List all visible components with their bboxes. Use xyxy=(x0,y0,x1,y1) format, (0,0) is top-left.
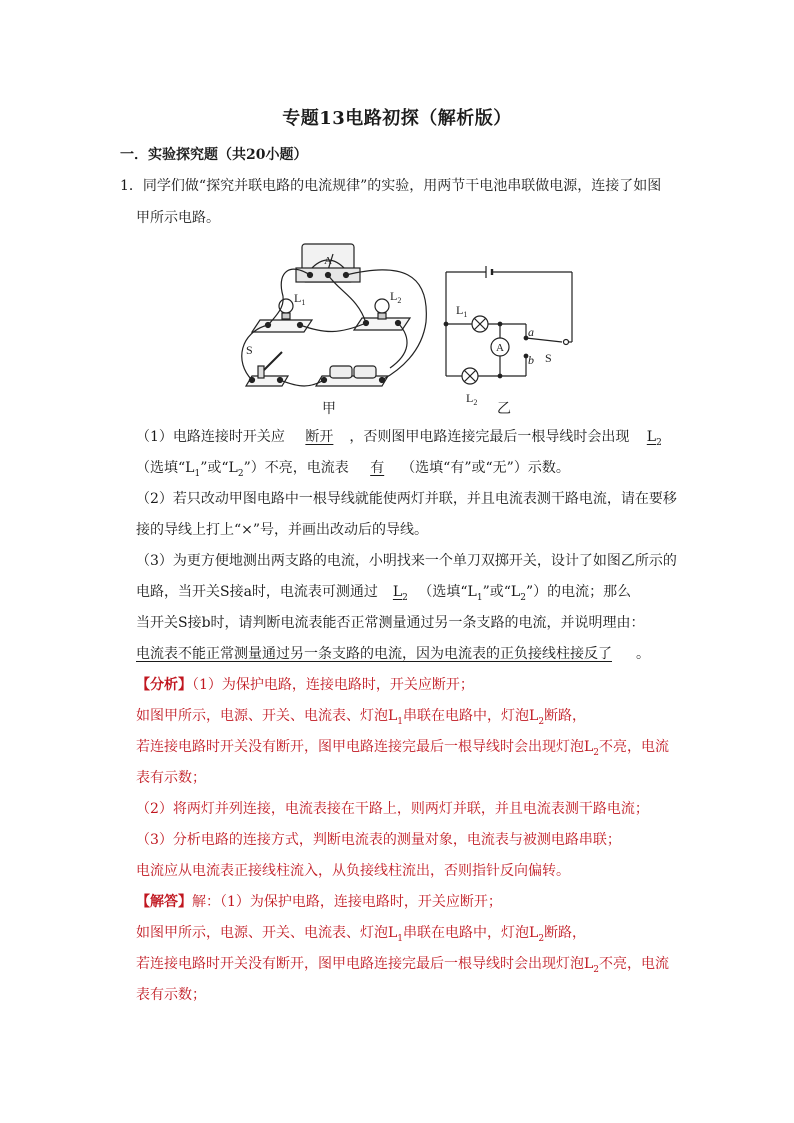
label-L1-jia: $L_1$ xyxy=(294,291,306,307)
analysis-line7: 电流应从电流表正接线柱流入，从负接线柱流出，否则指针反向偏转。 xyxy=(136,863,570,879)
figure-yi-schematic xyxy=(444,266,572,384)
part3-line2: 电路，当开关S接a时，电流表可测通过 $L_2$ （选填“$L_1$”或“$L_2$”）的电流；那么 xyxy=(136,582,631,608)
label-S-yi: S xyxy=(545,351,552,365)
part3-line1: （3）为更方便地测出两支路的电流，小明找来一个单刀双掷开关，设计了如图乙所示的 xyxy=(136,553,677,569)
label-a: a xyxy=(528,325,534,339)
question-stem-line1 xyxy=(120,176,661,196)
spdt-pivot xyxy=(564,340,569,345)
switch-lever xyxy=(264,352,282,370)
analysis-line3: 若连接电路时开关没有断开，图甲电路连接完最后一根导线时会出现灯泡$L_2$不亮，电流 xyxy=(136,739,670,758)
label-S-jia: S xyxy=(246,343,253,357)
circuit-figures xyxy=(230,242,590,426)
bulb-2 xyxy=(375,299,389,313)
answer-blank-reason: 电流表不能正常测量通过另一条支路的电流，因为电流表的正负接线柱接反了 xyxy=(136,646,612,662)
question-number: 1． xyxy=(120,178,143,194)
part2-line2: 接的导线上打上“×”号，并画出改动后的导线。 xyxy=(136,522,429,538)
answer-line1: 【解答】解：（1）为保护电路，连接电路时，开关应断开； xyxy=(136,894,502,910)
analysis-line5: （2）将两灯并列连接，电流表接在干路上，则两灯并联，并且电流表测干路电流； xyxy=(136,801,649,817)
answer-blank-branch: $L_2$ xyxy=(392,584,408,603)
part1-line1: （1）电路连接时开关应 断开 ，否则图甲电路连接完最后一根导线时会出现 $L_2$ xyxy=(136,427,662,453)
question-stem-text: 同学们做“探究并联电路的电流规律”的实验，用两节干电池串联做电源，连接了如图 xyxy=(142,178,662,194)
answer-line2: 如图甲所示，电源、开关、电流表、灯泡$L_1$串联在电路中，灯泡$L_2$断路， xyxy=(136,925,587,944)
figure-jia-physical-circuit xyxy=(242,244,427,386)
analysis-line6: （3）分析电路的连接方式，判断电流表的测量对象，电流表与被测电路串联； xyxy=(136,832,621,848)
answer-blank-lamp: $L_2$ xyxy=(646,429,662,448)
answer-blank-switch: 断开 xyxy=(305,429,334,445)
label-b: b xyxy=(528,353,534,367)
analysis-line4: 表有示数； xyxy=(136,770,206,786)
answer-blank-ammeter: 有 xyxy=(370,460,385,476)
bulb-1 xyxy=(279,299,293,313)
part3-line3: 当开关S接b时，请判断电流表能否正常测量通过另一条支路的电流，并说明理由： xyxy=(136,615,645,631)
part2-line1: （2）若只改动甲图电路中一根导线就能使两灯并联，并且电流表测干路电流，请在要移 xyxy=(136,491,677,507)
label-L2-yi: $L_2$ xyxy=(466,391,478,407)
question-stem-line2: 甲所示电路。 xyxy=(136,210,220,226)
answer-line3: 若连接电路时开关没有断开，图甲电路连接完最后一根导线时会出现灯泡$L_2$不亮，电流 xyxy=(136,956,670,975)
part1-line2: （选填“$L_1$”或“$L_2$”）不亮，电流表 有 （选填“有”或“无”）示数。 xyxy=(136,460,570,479)
figure-caption-yi: 乙 xyxy=(497,401,511,417)
answer-line4: 表有示数； xyxy=(136,987,206,1003)
circuit-svg xyxy=(230,242,590,422)
analysis-line2: 如图甲所示，电源、开关、电流表、灯泡$L_1$串联在电路中，灯泡$L_2$断路， xyxy=(136,708,587,727)
figure-caption-jia: 甲 xyxy=(322,401,336,417)
part3-line4: 电流表不能正常测量通过另一条支路的电流，因为电流表的正负接线柱接反了 。 xyxy=(136,646,650,662)
label-L1-yi: $L_1$ xyxy=(456,303,468,319)
section-heading: 一．实验探究题（共20小题） xyxy=(120,147,308,163)
page-title: 专题13电路初探（解析版） xyxy=(282,108,512,129)
ammeter-symbol-label: A xyxy=(324,255,332,267)
analysis-line1: 【分析】（1）为保护电路，连接电路时，开关应断开； xyxy=(136,677,474,693)
label-L2-jia: $L_2$ xyxy=(390,289,402,305)
analysis-tag: 【分析】 xyxy=(136,677,192,693)
answer-tag: 【解答】 xyxy=(136,894,192,910)
ammeter-symbol-A: A xyxy=(496,342,504,354)
